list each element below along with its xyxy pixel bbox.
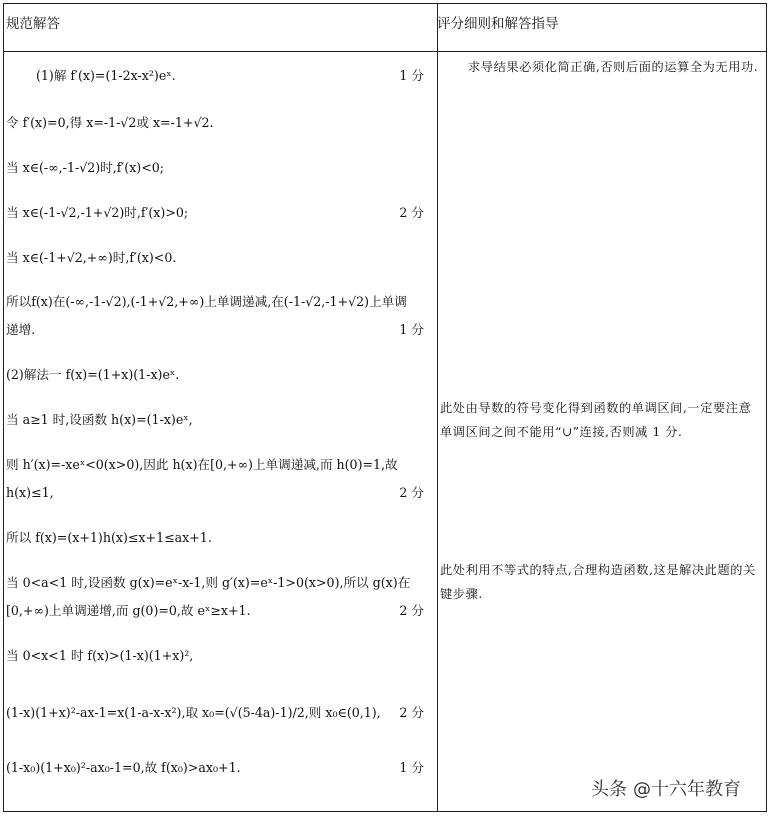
solution-row: 所以f(x)在(-∞,-1-√2),(-1+√2,+∞)上单调递减,在(-1-√2,-1+√2)上单调 xyxy=(6,294,407,309)
solution-row: 当 x∈(-1+√2,+∞)时,f′(x)<0. xyxy=(6,250,177,265)
solution-row: 当 a≥1 时,设函数 h(x)=(1-x)eˣ, xyxy=(6,412,193,427)
solution-row: [0,+∞)上单调递增,而 g(0)=0,故 eˣ≥x+1. 2 分 xyxy=(6,603,424,618)
solution-row: 当 x∈(-∞,-1-√2)时,f′(x)<0; xyxy=(6,160,165,175)
header-scoring-guide: 评分细则和解答指导 xyxy=(437,16,559,32)
solution-row: (1-x)(1+x)²-ax-1=x(1-a-x-x²),取 x₀=(√(5-4a)-1)/2,则 x₀∈(0,1), 2 分 xyxy=(6,705,424,720)
solution-row: (2)解法一 f(x)=(1+x)(1-x)eˣ. xyxy=(6,367,180,382)
score-label: 1 分 xyxy=(399,322,424,337)
solution-row: (1)解 f′(x)=(1-2x-x²)eˣ. 1 分 xyxy=(36,68,424,83)
solution-row: 令 f′(x)=0,得 x=-1-√2或 x=-1+√2. xyxy=(6,115,214,130)
guidance-note: 此处由导数的符号变化得到函数的单调区间,一定要注意单调区间之间不能用“∪”连接,否则减 1 分. xyxy=(440,401,752,439)
score-label: 1 分 xyxy=(399,68,424,83)
solution-row: 递增. 1 分 xyxy=(6,322,424,337)
header-divider xyxy=(4,51,766,52)
watermark-account: @十六年教育 xyxy=(633,779,741,800)
solution-row: 所以 f(x)=(x+1)h(x)≤x+1≤ax+1. xyxy=(6,530,212,545)
solution-row: h(x)≤1, 2 分 xyxy=(6,485,424,500)
guidance-note: 求导结果必须化简正确,否则后面的运算全为无用功. xyxy=(468,60,759,74)
score-label: 2 分 xyxy=(399,705,424,720)
header-standard-solution: 规范解答 xyxy=(6,16,60,32)
score-label: 1 分 xyxy=(399,760,424,775)
solution-row: 当 0<x<1 时 f(x)>(1-x)(1+x)², xyxy=(6,648,194,663)
watermark-platform: 头条 xyxy=(591,779,627,800)
solution-row: 当 0<a<1 时,设函数 g(x)=eˣ-x-1,则 g′(x)=eˣ-1>0(x>0),所以 g(x)在 xyxy=(6,575,411,590)
column-divider xyxy=(437,4,438,811)
solution-row: (1-x₀)(1+x₀)²-ax₀-1=0,故 f(x₀)>ax₀+1. 1 分 xyxy=(6,760,424,775)
score-label: 2 分 xyxy=(399,205,424,220)
watermark xyxy=(591,775,741,801)
guidance-note: 此处利用不等式的特点,合理构造函数,这是解决此题的关键步骤. xyxy=(440,563,756,601)
solution-row: 当 x∈(-1-√2,-1+√2)时,f′(x)>0; 2 分 xyxy=(6,205,424,220)
solution-row: 则 h′(x)=-xeˣ<0(x>0),因此 h(x)在[0,+∞)上单调递减,而 h(0)=1,故 xyxy=(6,457,398,472)
score-label: 2 分 xyxy=(399,485,424,500)
score-label: 2 分 xyxy=(399,603,424,618)
